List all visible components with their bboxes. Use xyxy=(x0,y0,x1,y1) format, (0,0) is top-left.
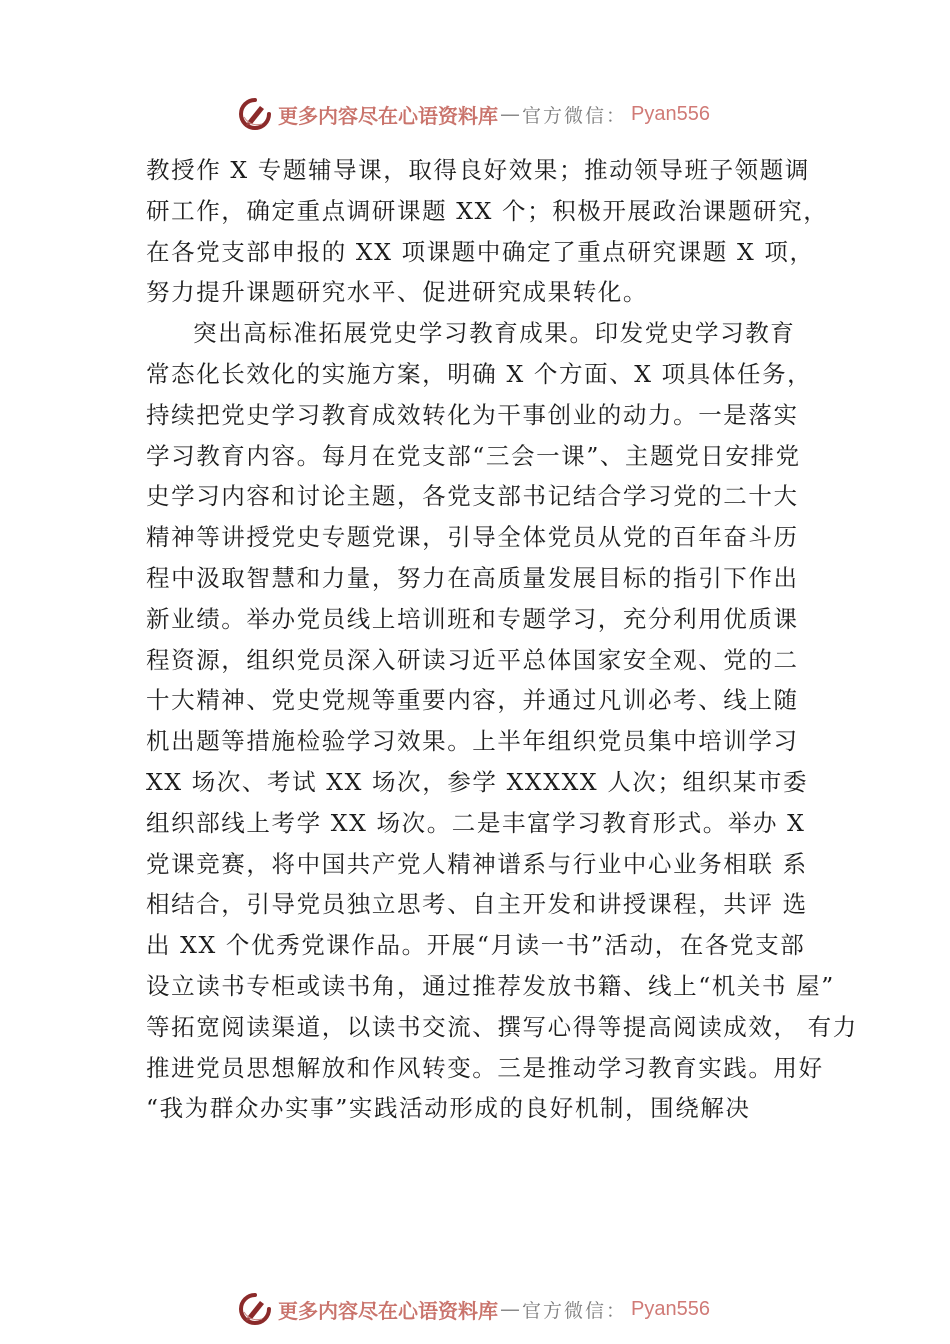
text-line: 组织部线上考学 XX 场次。二是丰富学习教育形式。举办 X xyxy=(146,808,806,837)
text-line: 十大精神、党史党规等重要内容，并通过凡训必考、线上随 xyxy=(146,686,799,715)
text-line: 设立读书专柜或读书角，通过推荐发放书籍、线上“机关书 屋” xyxy=(146,971,835,1000)
text-line: 努力提升课题研究水平、促进研究成果转化。 xyxy=(146,278,648,307)
text-line: 常态化长效化的实施方案，明确 X 个方面、X 项具体任务， xyxy=(146,359,813,388)
quill-pen-circle-icon xyxy=(238,97,272,131)
footer-banner xyxy=(238,1289,710,1329)
text-line: XX 场次、考试 XX 场次，参学 XXXXX 人次；组织某市委 xyxy=(146,767,809,796)
official-wechat-label: 官方微信： xyxy=(522,1299,628,1322)
wechat-id: Pyan556 xyxy=(631,102,710,125)
text-line: 持续把党史学习教育成效转化为干事创业的动力。一是落实 xyxy=(146,400,799,429)
header-banner xyxy=(238,94,710,134)
separator: — xyxy=(500,102,520,126)
document-body xyxy=(146,150,858,1129)
quill-pen-circle-icon xyxy=(238,1292,272,1326)
brand-text: 更多内容尽在心语资料库 xyxy=(278,1298,498,1323)
text-line: 教授作 X 专题辅导课，取得良好效果；推动领导班子领题调 xyxy=(146,156,810,184)
text-line: 相结合，引导党员独立思考、自主开发和讲授课程，共评 选 xyxy=(146,890,808,919)
paragraph-heading-line: 突出高标准拓展党史学习教育成果。印发党史学习教育 xyxy=(193,319,796,348)
official-wechat-label: 官方微信： xyxy=(522,104,628,127)
text-line: 等拓宽阅读渠道，以读书交流、撰写心得等提高阅读成效， 有力 xyxy=(146,1012,858,1041)
text-line: 史学习内容和讨论主题，各党支部书记结合学习党的二十大 xyxy=(146,482,799,511)
text-line: “我为群众办实事”实践活动形成的良好机制，围绕解决 xyxy=(146,1094,751,1123)
wechat-id: Pyan556 xyxy=(631,1297,710,1320)
text-line: 机出题等措施检验学习效果。上半年组织党员集中培训学习 xyxy=(146,727,799,756)
text-line: 精神等讲授党史专题党课，引导全体党员从党的百年奋斗历 xyxy=(146,523,799,552)
separator: — xyxy=(500,1297,520,1321)
text-line: 出 XX 个优秀党课作品。开展“月读一书”活动，在各党支部 xyxy=(146,931,806,960)
text-line: 党课竞赛，将中国共产党人精神谱系与行业中心业务相联 系 xyxy=(146,849,808,878)
text-line: 研工作，确定重点调研课题 XX 个；积极开展政治课题研究， xyxy=(146,196,829,225)
text-line: 学习教育内容。每月在党支部“三会一课”、主题党日安排党 xyxy=(146,441,801,470)
text-line: 程中汲取智慧和力量，努力在高质量发展目标的指引下作出 xyxy=(146,563,799,592)
brand-text: 更多内容尽在心语资料库 xyxy=(278,103,498,128)
text-line: 程资源，组织党员深入研读习近平总体国家安全观、党的二 xyxy=(146,645,799,674)
text-line: 新业绩。举办党员线上培训班和专题学习，充分利用优质课 xyxy=(146,604,799,633)
text-line: 推进党员思想解放和作风转变。三是推动学习教育实践。用好 xyxy=(146,1053,824,1082)
text-line: 在各党支部申报的 XX 项课题中确定了重点研究课题 X 项， xyxy=(146,237,815,266)
